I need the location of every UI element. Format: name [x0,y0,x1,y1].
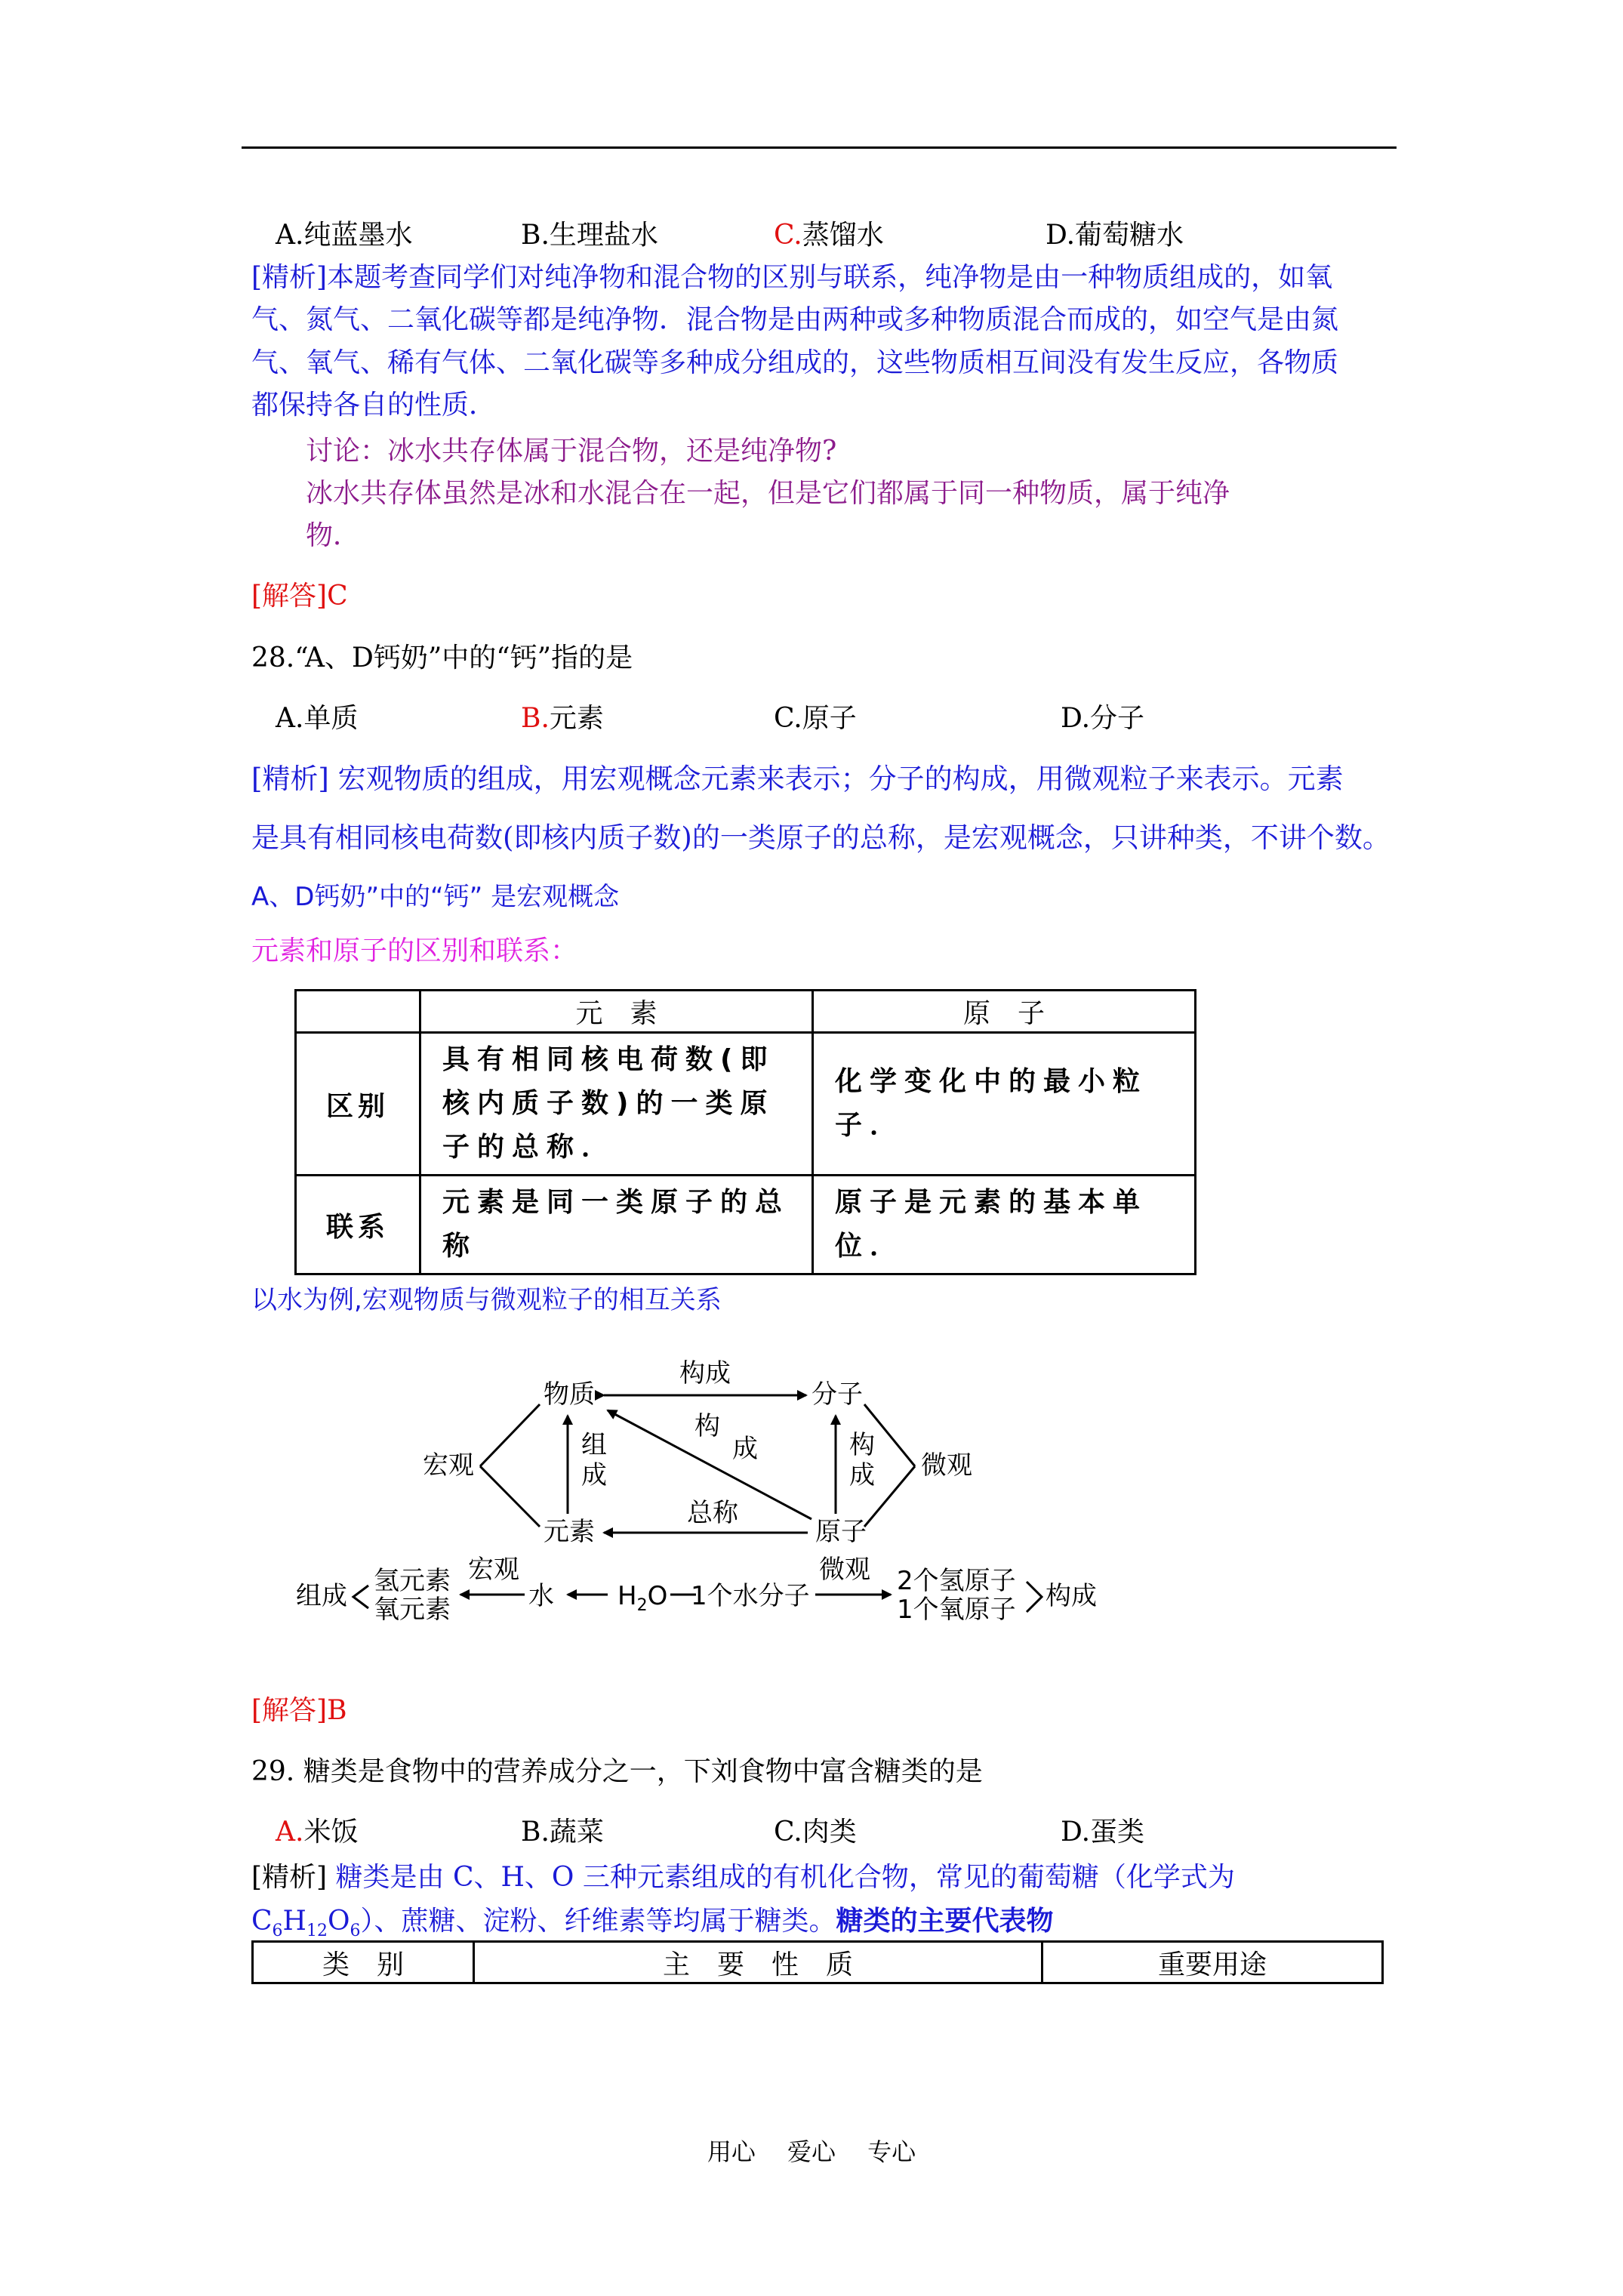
q28-option-a: A.单质 [276,703,359,734]
table-header-atom: 原 子 [813,991,1196,1033]
diagram-h2o: $H_2O$ [617,1581,668,1615]
q27-option-c [774,219,884,252]
macro-micro-diagram [287,1351,1117,1653]
q28-compare-title: 元素和原子的区别和联系： [251,935,578,966]
relation-atom: 原子是元素的基本单位． [813,1176,1196,1274]
q29-analysis-text-2: ）、蔗糖、淀粉、纤维素等均属于糖类。 [360,1906,836,1937]
diagram-macro-small: 宏观 [468,1555,519,1585]
q29-stem: 29. 糖类是食物中的营养成分之一，下刘食物中富含糖类的是 [251,1756,983,1787]
sugar-header-uses: 重要用途 [1042,1942,1383,1983]
q27-option-d: D.葡萄糖水 [1046,220,1184,251]
diagram-form-v2: 成 [581,1460,607,1490]
q29-option-d: D.蛋类 [1061,1817,1145,1848]
difference-element: 具有相同核电荷数(即核内质子数)的一类原子的总称． [420,1033,813,1176]
element-atom-table [294,989,1196,1275]
diagram-compose-diag-1: 构 [694,1411,720,1441]
diagram-bottom-compose: 构成 [1046,1581,1097,1611]
q28-analysis-label: [精析] [251,763,329,795]
row-label-difference: 区别 [296,1033,420,1176]
q27-analysis-line-4: 都保持各自的性质． [251,390,497,421]
q28-analysis-line-2: 是具有相同核电荷数(即核内质子数)的一类原子的总称，是宏观概念，只讲种类，不讲个数。 [251,821,1390,854]
q29-option-a [276,1816,358,1849]
bracket-left-bottom [480,1466,540,1527]
table-header-empty [296,991,420,1033]
q29-option-c: C.肉类 [774,1817,857,1848]
q28-relation-title: 以水为例,宏观物质与微观粒子的相互关系 [251,1285,722,1315]
table-row-difference [296,1033,1196,1176]
diagram-form-v1: 组 [581,1430,607,1460]
diagram-compose-top: 构成 [679,1358,731,1388]
q27-option-c-letter: C. [774,220,802,251]
sugar-table-header-row [253,1942,1383,1983]
q29-analysis-bold: 糖类的主要代表物 [836,1905,1054,1937]
diagram-hydrogen-element: 氢元素 [374,1566,451,1596]
q28-option-b [521,702,604,735]
table-row-relation [296,1176,1196,1274]
diagram-bottom-form: 组成 [296,1581,347,1611]
table-header-row [296,991,1196,1033]
q27-discussion-question: 讨论：冰水共存体属于混合物，还是纯净物? [306,436,837,467]
q28-option-d: D.分子 [1061,703,1145,734]
q28-option-c: C.原子 [774,703,857,734]
q29-analysis-text-1: 糖类是由 C、H、O 三种元素组成的有机化合物，常见的葡萄糖（化学式为 [327,1862,1235,1893]
diagram-molecule: 分子 [812,1379,863,1410]
relation-element: 元素是同一类原子的总称 [420,1176,813,1274]
page-footer: 用心 爱心 专心 [707,2137,916,2166]
q28-analysis-line-1 [251,763,1344,796]
q27-option-a: A.纯蓝墨水 [276,220,413,251]
sugar-table [251,1940,1384,1984]
q27-analysis-line-2: 气、氮气、二氧化碳等都是纯净物．混合物是由两种或多种物质混合而成的，如空气是由氮 [251,304,1339,335]
q27-answer [251,580,348,613]
diagram-two-h-atoms: 2个氢原子 [897,1566,1016,1596]
q28-option-b-letter: B. [521,703,550,734]
diagram-atom: 原子 [815,1517,867,1547]
q28-answer-label: [解答] [251,1695,328,1726]
diagram-element: 元素 [544,1517,595,1547]
bracket-left-top [480,1404,540,1466]
q28-answer [251,1694,347,1727]
q27-analysis-line-3: 气、氧气、稀有气体、二氧化碳等多种成分组成的，这些物质相互间没有发生反应，各物质 [251,347,1339,378]
difference-atom: 化学变化中的最小粒子． [813,1033,1196,1176]
q28-note: A、D钙奶”中的“钙” 是宏观概念 [251,882,620,912]
q27-answer-value: C [327,581,348,612]
q28-stem: 28.“A、D钙奶”中的“钙”指的是 [251,643,633,673]
q27-option-c-label: 蒸馏水 [802,220,884,251]
glucose-formula: $C_6H_{12}O_6$ [251,1906,361,1941]
q27-discussion-answer-1: 冰水共存体虽然是冰和水混合在一起，但是它们都属于同一种物质，属于纯净 [306,478,1230,509]
diagram-compose-v1: 构 [849,1430,875,1460]
q29-option-a-label: 米饭 [303,1817,359,1848]
q27-analysis-line-1: [精析]本题考查同学们对纯净物和混合物的区别与联系，纯净物是由一种物质组成的，如氧 [251,262,1333,293]
diagram-compose-diag-2: 成 [732,1434,758,1464]
q28-answer-value: B [327,1695,347,1726]
diagram-water: 水 [528,1581,554,1611]
diagram-matter: 物质 [544,1379,595,1410]
bottom-right-bracket [1027,1582,1042,1612]
sugar-header-properties: 主 要 性 质 [474,1942,1042,1983]
sugar-header-category: 类 别 [253,1942,474,1983]
q29-option-a-letter: A. [276,1817,304,1848]
table-header-element: 元 素 [420,991,813,1033]
q28-analysis-text-1: 宏观物质的组成，用宏观概念元素来表示；分子的构成，用微观粒子来表示。元素 [328,763,1344,795]
diagram-one-o-atom: 1个氧原子 [897,1595,1016,1625]
bottom-left-bracket [353,1586,368,1608]
diagram-total: 总称 [687,1498,738,1528]
row-label-relation: 联系 [296,1176,420,1274]
q29-option-b: B.蔬菜 [521,1817,604,1848]
diagram-oxygen-element: 氧元素 [374,1595,451,1625]
diagram-one-water-molecule: 1个水分子 [691,1581,810,1611]
q27-answer-label: [解答] [251,581,328,612]
diagram-compose-v2: 成 [849,1460,875,1490]
diagram-macro: 宏观 [423,1450,474,1481]
q27-option-b: B.生理盐水 [521,220,658,251]
header-rule [242,146,1397,149]
q29-analysis-line-1 [251,1861,1235,1894]
q29-analysis-label: [精析] [251,1862,328,1893]
q28-option-b-label: 元素 [549,703,604,734]
diagram-micro: 微观 [921,1450,972,1481]
diagram-micro-small: 微观 [819,1555,870,1585]
q27-discussion-answer-2: 物． [306,520,361,551]
